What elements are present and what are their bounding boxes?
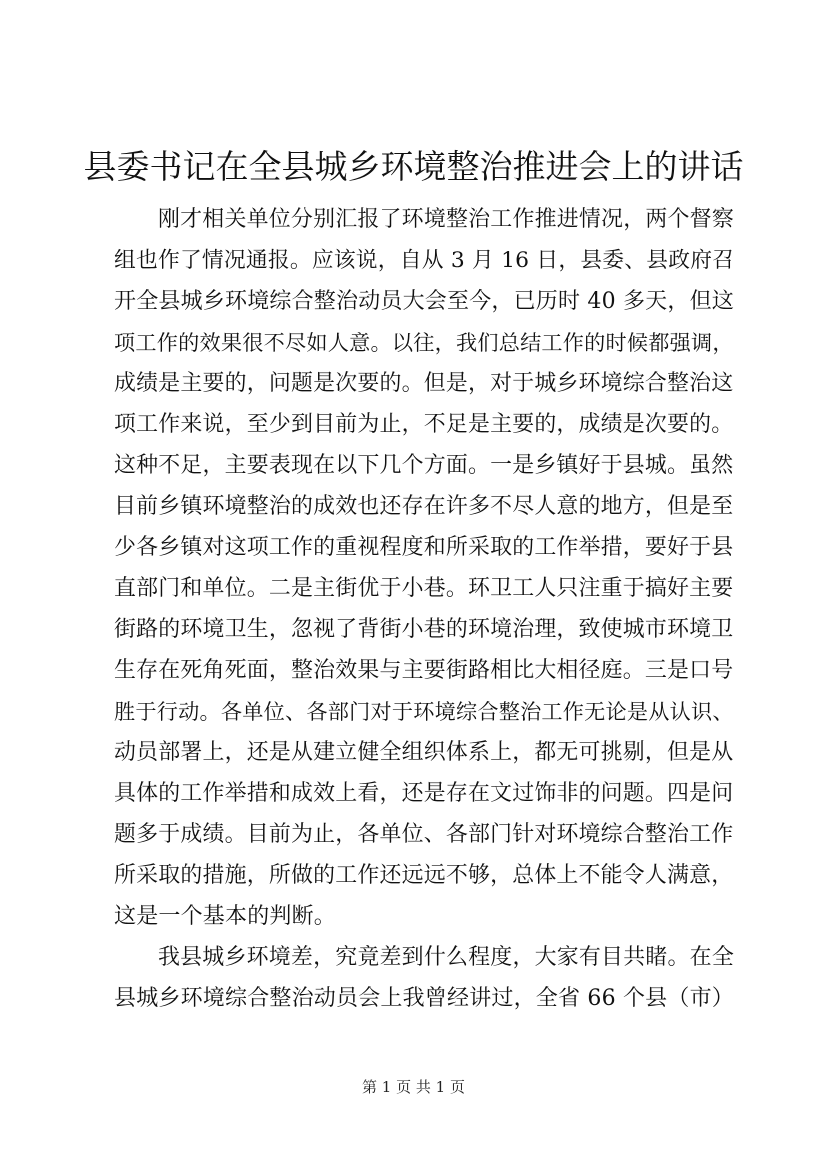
page-footer: 第 1 页 共 1 页 (362, 1078, 465, 1096)
text-line: 具体的工作举措和成效上看，还是存在文过饰非的问题。四是问 (114, 781, 734, 806)
text-line: 这是一个基本的判断。 (114, 904, 337, 929)
text-line: 街路的环境卫生，忽视了背街小巷的环境治理，致使城市环境卫 (114, 617, 734, 642)
text-line: 开全县城乡环境综合整治动员大会至今，已历时 40 多天，但这 (114, 289, 734, 314)
text-line: 县城乡环境综合整治动员会上我曾经讲过，全省 66 个县（市） (114, 986, 734, 1011)
text-line: 项工作的效果很不尽如人意。以往，我们总结工作的时候都强调， (114, 330, 734, 355)
text-line: 所采取的措施，所做的工作还远远不够，总体上不能令人满意， (114, 863, 734, 888)
text-line: 我县城乡环境差，究竟差到什么程度，大家有目共睹。在全 (158, 945, 734, 970)
text-line: 动员部署上，还是从建立健全组织体系上，都无可挑剔，但是从 (114, 740, 734, 765)
text-line: 少各乡镇对这项工作的重视程度和所采取的工作举措，要好于县 (114, 535, 734, 560)
text-line: 刚才相关单位分别汇报了环境整治工作推进情况，两个督察 (158, 207, 734, 232)
text-line: 这种不足，主要表现在以下几个方面。一是乡镇好于县城。虽然 (114, 453, 734, 478)
document-title: 县委书记在全县城乡环境整治推进会上的讲话 (83, 147, 744, 186)
document-body (114, 199, 734, 1019)
text-line: 目前乡镇环境整治的成效也还存在许多不尽人意的地方，但是至 (114, 494, 734, 519)
text-line: 项工作来说，至少到目前为止，不足是主要的，成绩是次要的。 (114, 412, 734, 437)
text-line: 题多于成绩。目前为止，各单位、各部门针对环境综合整治工作 (114, 822, 734, 847)
text-line: 成绩是主要的，问题是次要的。但是，对于城乡环境综合整治这 (114, 371, 734, 396)
text-line: 胜于行动。各单位、各部门对于环境综合整治工作无论是从认识、 (114, 699, 734, 724)
text-line: 组也作了情况通报。应该说，自从 3 月 16 日，县委、县政府召 (114, 248, 735, 273)
text-line: 生存在死角死面，整治效果与主要街路相比大相径庭。三是口号 (114, 658, 734, 683)
text-line: 直部门和单位。二是主街优于小巷。环卫工人只注重于搞好主要 (114, 576, 734, 601)
